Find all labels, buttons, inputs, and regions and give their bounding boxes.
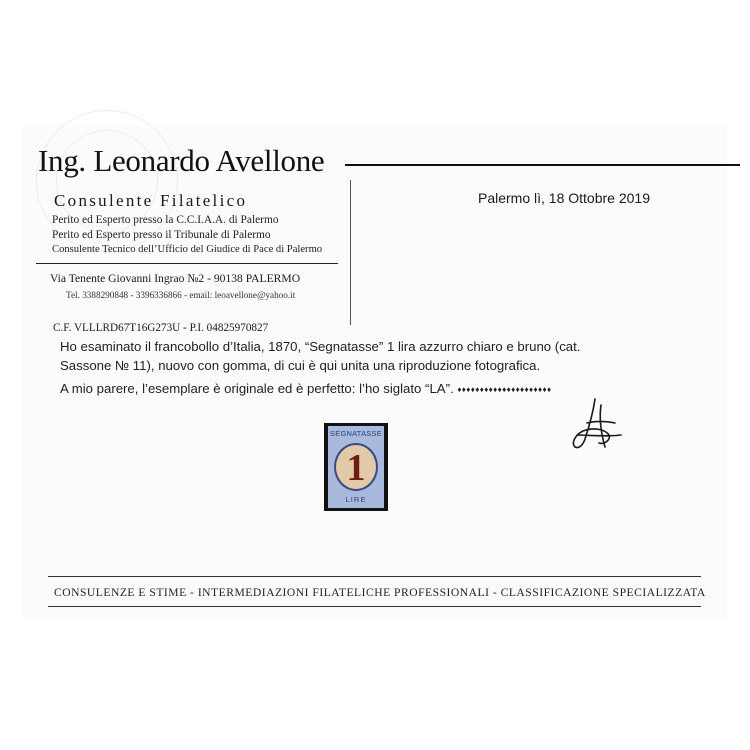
stamp-top-label: SEGNATASSE (329, 429, 382, 438)
expert-name: Ing. Leonardo Avellone (38, 143, 325, 178)
stamp-bottom-label: LIRE (345, 495, 367, 504)
expert-title: Consulente Filatelico (54, 191, 248, 210)
stamp-face (328, 426, 384, 508)
diamond-filler: ♦♦♦♦♦♦♦♦♦♦♦♦♦♦♦♦♦♦♦♦♦ (457, 385, 552, 395)
name-underline (345, 164, 740, 166)
header-vertical-divider (350, 180, 351, 325)
credential-line: Consulente Tecnico dell’Ufficio del Giudice di Pace di Palermo (52, 244, 323, 255)
date-line: Palermo lì, 18 Ottobre 2019 (478, 190, 650, 206)
header-divider (36, 263, 338, 264)
stamp-image (324, 423, 388, 511)
body-line-text: A mio parere, l’esemplare è originale ed è perfetto: l’ho siglato “LA”. (60, 381, 454, 396)
footer-services: CONSULENZE E STIME - INTERMEDIAZIONI FILATELICHE PROFESSIONALI - CLASSIFICAZIONE SPECIALIZZATA (54, 586, 706, 599)
contact-line: Tel. 3388290848 - 3396336866 - email: leoavellone@yahoo.it (66, 290, 296, 300)
footer-rule-bottom (48, 606, 701, 607)
stamp-value: 1 (346, 447, 366, 489)
footer-rule-top (48, 576, 701, 577)
address-line: Via Tenente Giovanni Ingrao №2 - 90138 PALERMO (50, 272, 301, 285)
signature (565, 395, 627, 453)
credential-line: Perito ed Esperto presso il Tribunale di Palermo (52, 229, 271, 241)
body-line (60, 381, 551, 396)
body-line: Ho esaminato il francobollo d’Italia, 1870, “Segnatasse” 1 lira azzurro chiaro e bruno (cat. (60, 339, 581, 354)
stamp-value-oval (334, 443, 378, 491)
body-line: Sassone № 11), nuovo con gomma, di cui è qui unita una riproduzione fotografica. (60, 358, 541, 373)
credential-line: Perito ed Esperto presso la C.C.I.A.A. di Palermo (52, 214, 279, 226)
fiscal-code-line: C.F. VLLLRD67T16G273U - P.I. 04825970827 (53, 322, 269, 334)
